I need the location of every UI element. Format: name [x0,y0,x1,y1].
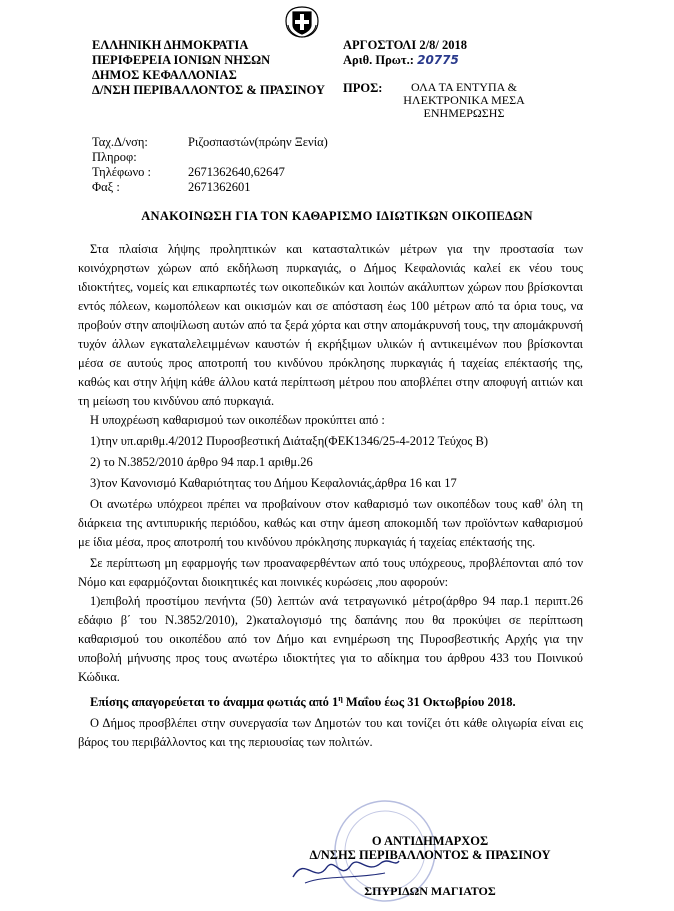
fax-value: 2671362601 [188,180,251,194]
fax-row [92,180,328,195]
signatory-department: Δ/ΝΣΗΣ ΠΕΡΙΒΑΛΛΟΝΤΟΣ & ΠΡΑΣΙΝΟΥ [309,848,551,862]
date-protocol-block [343,38,467,68]
fire-ban-text: Επίσης απαγορεύεται το άναμμα φωτιάς από 1 [90,695,339,710]
recipient-label: ΠΡΟΣ: [343,81,383,95]
phone-label: Τηλέφωνο : [92,165,151,179]
phone-row [92,165,328,180]
place-date: ΑΡΓΟΣΤΟΛΙ 2/8/ 2018 [343,38,467,52]
protocol-line [343,53,467,68]
paragraph: Ο Δήμος προσβλέπει στην συνεργασία των Δημοτών του και τονίζει ότι κάθε ολιγωρία είναι εις βάρος του περιβάλλοντος και της περιουσίας των πολιτών. [78,716,583,750]
signatory-title: Ο ΑΝΤΙΔΗΜΑΡΧΟΣ [371,834,489,848]
document-title: ΑΝΑΚΟΙΝΩΣΗ ΓΙΑ ΤΟΝ ΚΑΘΑΡΙΣΜΟ ΙΔΙΩΤΙΚΩΝ ΟΙΚΟΠΕΔΩΝ [141,209,533,223]
announcement-body [78,240,583,752]
fire-ban-notice [78,689,583,712]
issuer-line: ΔΗΜΟΣ ΚΕΦΑΛΛΟΝΙΑΣ [92,68,237,82]
address-label: Ταχ.Δ/νση: [92,135,148,149]
recipient-block [384,81,544,120]
phone-value: 2671362640,62647 [188,165,285,179]
legal-basis-item: 3)τον Κανονισμό Καθαριότητας του Δήμου Κεφαλονιάς,άρθρα 16 και 17 [90,476,457,490]
info-label: Πληροφ: [92,150,137,164]
issuer-line: ΕΛΛΗΝΙΚΗ ΔΗΜΟΚΡΑΤΙΑ [92,38,249,52]
protocol-label: Αριθ. Πρωτ.: [343,53,414,67]
paragraph: Στα πλαίσια λήψης προληπτικών και κατασταλτικών μέτρων για την προστασία των κοινόχρηστων χώρων από εκδήλωση πυρκαγιάς, ο Δήμος Κεφαλονιάς καλεί εκ νέου τους ιδιοκτήτες, νομείς και επικαρπωτές των οικοπεδικών και λοιπών ακάλυπτων χώρων που βρίσκονται εντός πόλεων, κωμοπόλεων και οικισμών και σε απόσταση έως 100 μέτρων από τα όρια τους, να προβούν στην αποψίλωση αυτών από τα ξερά χόρτα και στην απομάκρυνσή τους, την απομάκρυνσή τυχόν άλλων εγκαταλελειμμένων καυστών ή εκρήξιμων υλικών ή αντικειμένων που βρίσκονται μέσα σε αυτούς προς αποτροπή του κινδύνου πρόκλησης πυρκαγιάς ή ταχείας επέκτασής της, καθώς και στην λήψη κάθε άλλου κατά περίπτωση μέτρου που αποβλέπει στην αποφυγή αιτιών και τη μείωση του κινδύνου από πυρκαγιά. [78,242,583,408]
recipient-line: ΟΛΑ ΤΑ ΕΝΤΥΠΑ & [411,80,517,94]
issuer-block [92,38,325,98]
issuer-line: Δ/ΝΣΗ ΠΕΡΙΒΑΛΛΟΝΤΟΣ & ΠΡΑΣΙΝΟΥ [92,83,325,97]
address-row [92,135,328,150]
contact-block [92,135,328,195]
paragraph: Οι ανωτέρω υπόχρεοι πρέπει να προβαίνουν στον καθαρισμό των οικοπέδων τους καθ' όλη τη διάρκεια της αντιπυρικής περιόδου, καθώς και στην άμεση αποκομιδή των προϊόντων καθαρισμού με ίδια μέσα, προς αποτροπή του κινδύνου πρόκλησης πυρκαγιάς ή ταχείας επέκτασής της. [78,497,583,549]
paragraph: Η υποχρέωση καθαρισμού των οικοπέδων προκύπτει από : [90,413,385,427]
issuer-line: ΠΕΡΙΦΕΡΕΙΑ ΙΟΝΙΩΝ ΝΗΣΩΝ [92,53,271,67]
info-row [92,150,328,165]
paragraph: 1)επιβολή προστίμου πενήντα (50) λεπτών ανά τετραγωνικό μέτρο(άρθρο 94 παρ.1 περιπτ.26 εδάφιο β΄ του Ν.3852/2010), 2)καταλογισμό της δαπάνης που θα προκύψει σε περίπτωση καθαρισμού του οικοπέδου από τον Δήμο και ενημέρωση της Πυροσβεστικής Αρχής για την υποβολή μήνυσης προς τους ανωτέρω ιδιοκτήτες για το αδίκημα του άρθρου 433 του Ποινικού Κώδικα. [78,594,583,684]
legal-basis-item: 1)την υπ.αριθμ.4/2012 Πυροσβεστική Διάταξη(ΦΕΚ1346/25-4-2012 Τεύχος Β) [90,434,488,448]
signatory-name: ΣΠΥΡΙΔΩΝ ΜΑΓΙΑΤΟΣ [364,884,496,898]
recipient-line: ΗΛΕΚΤΡΟΝΙΚΑ ΜΕΣΑ [403,93,525,107]
paragraph: Σε περίπτωση μη εφαρμογής των προαναφερθέντων από τους υπόχρεους, προβλέπονται από τον Νόμο και εφαρμόζονται διοικητικές και ποινικές κυρώσεις ,που αφορούν: [78,556,583,589]
fire-ban-text-end: Μαΐου έως 31 Οκτωβρίου 2018. [342,695,516,710]
address-value: Ριζοσπαστών(πρώην Ξενία) [188,135,328,149]
greek-emblem-icon [283,1,321,41]
legal-basis-item: 2) το Ν.3852/2010 άρθρο 94 παρ.1 αριθμ.26 [90,455,313,469]
recipient-line: ΕΝΗΜΕΡΩΣΗΣ [423,106,505,120]
fire-ban-superscript: η [338,694,343,703]
fax-label: Φαξ : [92,180,120,194]
protocol-number: 20775 [417,53,459,67]
